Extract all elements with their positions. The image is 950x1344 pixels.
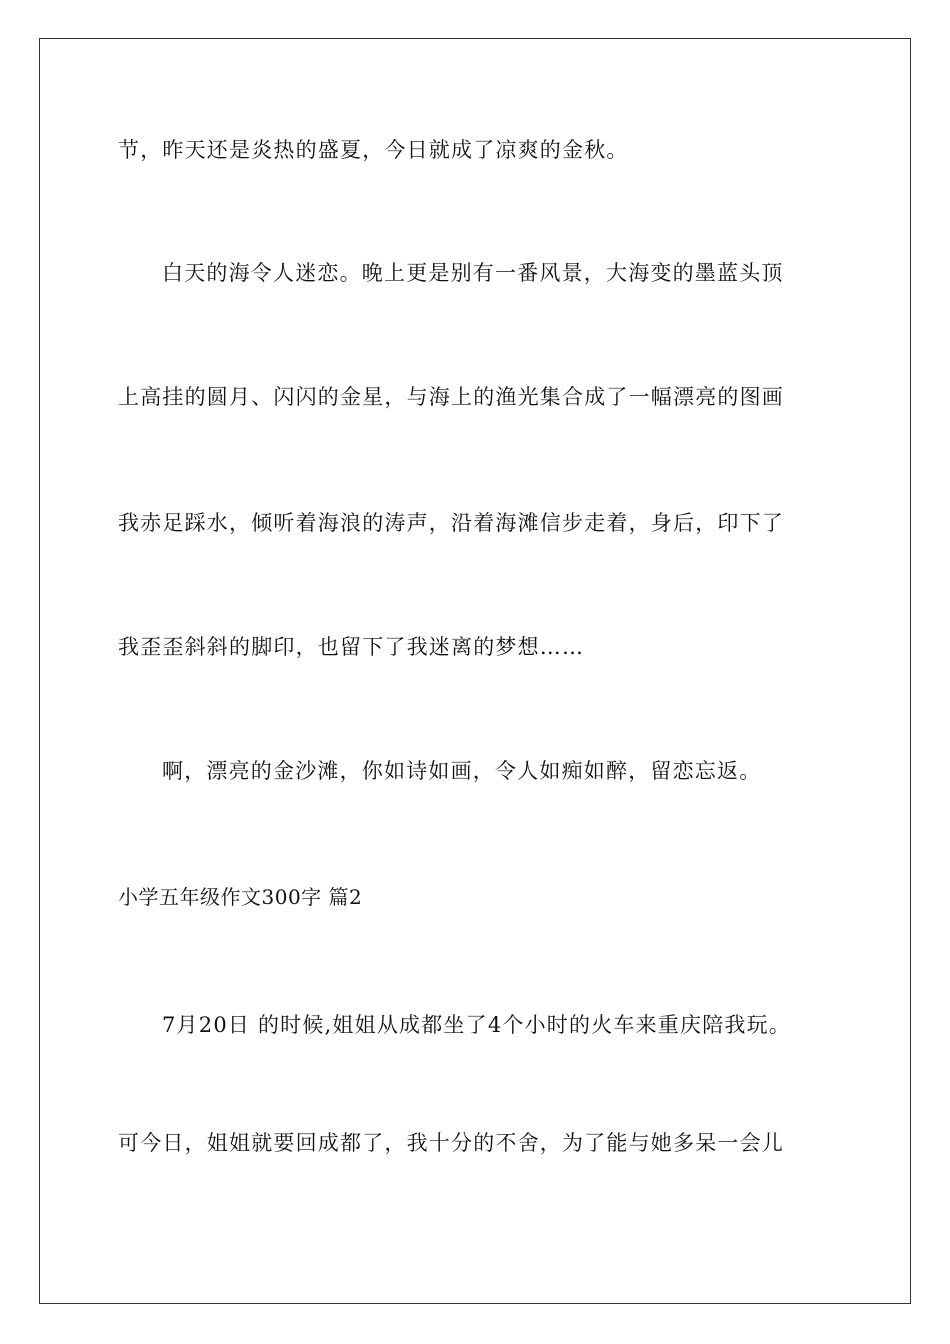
paragraph-line-4: 我赤足踩水，倾听着海浪的涛声，沿着海滩信步走着，身后，印下了 — [118, 511, 784, 535]
paragraph-line-7: 7月20日 的时候,姐姐从成都坐了4个小时的火车来重庆陪我玩。 — [162, 1013, 791, 1037]
paragraph-line-3: 上高挂的圆月、闪闪的金星，与海上的渔光集合成了一幅漂亮的图画 — [118, 385, 784, 409]
paragraph-line-1: 节，昨天还是炎热的盛夏，今日就成了凉爽的金秋。 — [118, 138, 629, 162]
paragraph-line-5: 我歪歪斜斜的脚印，也留下了我迷离的梦想…… — [118, 635, 585, 659]
paragraph-line-6: 啊，漂亮的金沙滩，你如诗如画，令人如痴如醉，留恋忘返。 — [162, 759, 762, 783]
page-border — [39, 38, 911, 1304]
paragraph-line-8: 可今日，姐姐就要回成都了，我十分的不舍，为了能与她多呆一会儿 — [118, 1131, 784, 1155]
paragraph-line-2: 白天的海令人迷恋。晚上更是别有一番风景，大海变的墨蓝头顶 — [162, 261, 784, 285]
section-heading: 小学五年级作文300字 篇2 — [118, 885, 363, 909]
